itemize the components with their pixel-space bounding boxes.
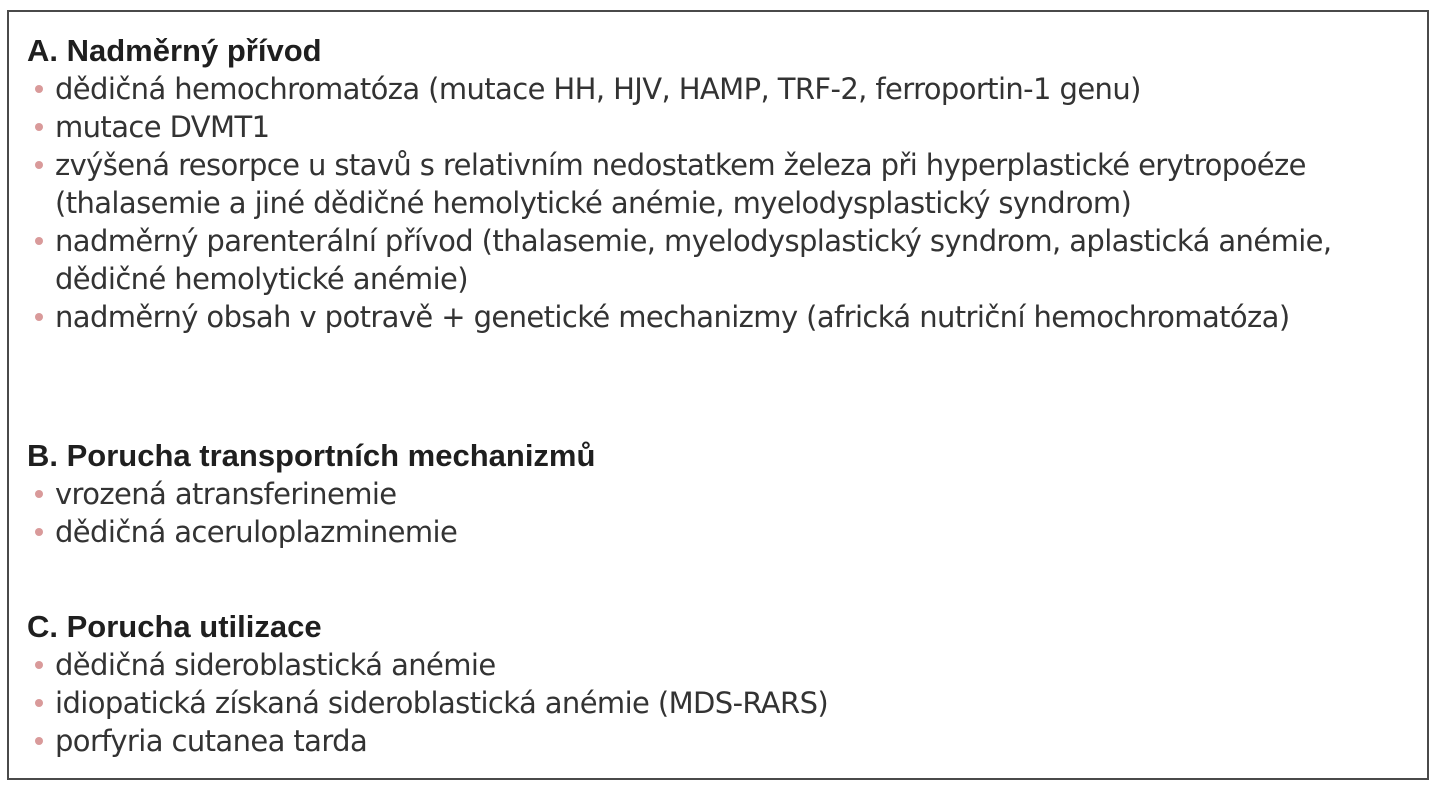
section-a xyxy=(27,32,1417,336)
bullet-icon xyxy=(35,661,43,669)
bullet-icon xyxy=(35,161,43,169)
bullet-icon xyxy=(35,490,43,498)
section-heading: B. Porucha transportních mechanizmů xyxy=(27,438,596,473)
bullet-icon xyxy=(35,85,43,93)
list-item xyxy=(27,70,1417,108)
list-item xyxy=(27,646,1417,684)
list-item-text: dědičná aceruloplazminemie xyxy=(55,515,458,549)
list-item xyxy=(27,108,1417,146)
list-item-text: vrozená atransferinemie xyxy=(55,477,397,511)
bullet-icon xyxy=(35,528,43,536)
list-item-text: nadměrný parenterální přívod (thalasemie, myelodysplastický syndrom, aplastická anémie, dědičné hemolytické anémie) xyxy=(55,224,1332,296)
section-heading: A. Nadměrný přívod xyxy=(27,33,322,68)
list-item-text: dědičná hemochromatóza (mutace HH, HJV, HAMP, TRF-2, ferroportin-1 genu) xyxy=(55,72,1141,106)
list-item xyxy=(27,222,1417,298)
section-heading: C. Porucha utilizace xyxy=(27,609,322,644)
bullet-icon xyxy=(35,313,43,321)
table-frame xyxy=(7,10,1429,780)
bullet-icon xyxy=(35,123,43,131)
list-item xyxy=(27,298,1417,336)
bullet-icon xyxy=(35,237,43,245)
list-item-text: zvýšená resorpce u stavů s relativním nedostatkem železa při hyperplastické erytropoéze (thalasemie a jiné dědičné hemolytické anémie, myelodysplastický syndrom) xyxy=(55,148,1306,220)
list-item-text: nadměrný obsah v potravě + genetické mechanizmy (africká nutriční hemochromatóza) xyxy=(55,300,1290,334)
list-item-text: porfyria cutanea tarda xyxy=(55,724,368,758)
section-c xyxy=(27,608,1417,760)
list-item xyxy=(27,684,1417,722)
list-item-text: mutace DVMT1 xyxy=(55,110,270,144)
list-item xyxy=(27,146,1417,222)
list-item xyxy=(27,475,1417,513)
list-item-text: idiopatická získaná sideroblastická anémie (MDS-RARS) xyxy=(55,686,829,720)
bullet-icon xyxy=(35,699,43,707)
bullet-icon xyxy=(35,737,43,745)
list-item xyxy=(27,513,1417,551)
list-item-text: dědičná sideroblastická anémie xyxy=(55,648,496,682)
list-item xyxy=(27,722,1417,760)
section-b xyxy=(27,437,1417,551)
